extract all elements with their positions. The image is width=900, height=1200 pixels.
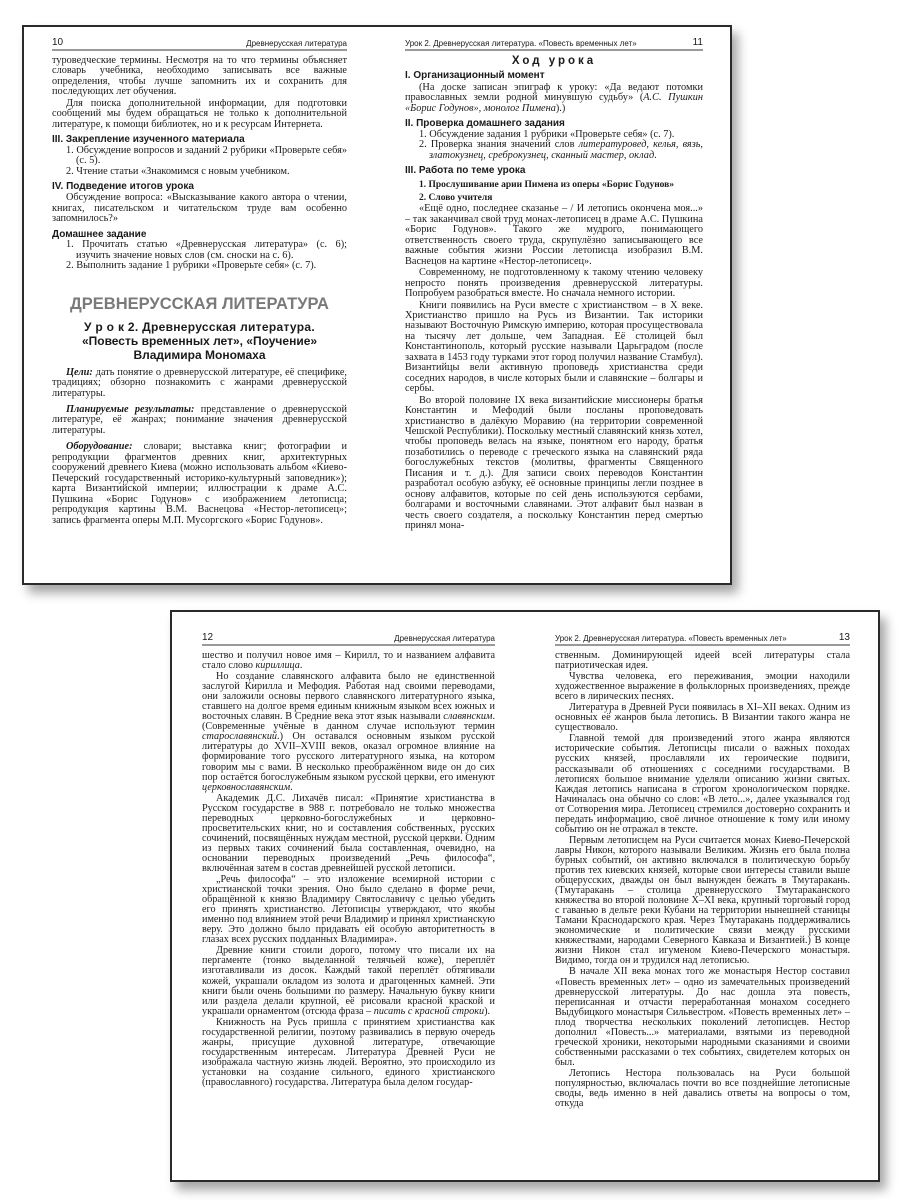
page-11 — [405, 37, 703, 577]
text: . — [299, 660, 303, 672]
paragraph — [555, 836, 850, 967]
paragraph — [52, 193, 347, 224]
text: III. Работа по теме урока — [405, 165, 526, 177]
italic-text: старославянский — [202, 731, 278, 743]
page-number: 13 — [838, 632, 850, 643]
running-title: Урок 2. Древнерусская литература. «Повесть временных лет» — [555, 634, 787, 643]
lesson-plan-heading — [405, 56, 703, 66]
text: 2. Слово учителя — [419, 192, 493, 203]
text: Для поиска дополнительной информации, для подготовки сообщений мы будем обращаться не только к дополнительной литературе, к помощи библиотек, но и к ресурсам Интернета. — [52, 97, 347, 130]
book-spread-pages-10-11 — [22, 25, 732, 585]
paragraph-continued — [555, 651, 850, 671]
page-number: 12 — [202, 632, 214, 643]
italic-text: кириллица — [255, 660, 300, 672]
text: Книги появились на Руси вместе с христианством – в X веке. Христианство пришло на Русь из Византии. Так историки называют Восточную Римскую империю, которая просуществовала на тысячу лет дольше, чем Западная. Её столицей был Константинополь, который русские называли Царьградом (после захвата в 1453 году турками этот город получил название Стамбул). Византийцы вели активную проповедь христианства среди соседних народов, в числе которых были и славянские – болгары и сербы. — [405, 299, 703, 395]
running-header — [555, 632, 850, 646]
text: ДРЕВНЕРУССКАЯ ЛИТЕРАТУРА — [70, 294, 329, 313]
paragraph — [555, 967, 850, 1067]
paragraph — [52, 442, 347, 526]
list-item — [52, 261, 347, 271]
section-heading — [405, 71, 703, 81]
paragraph-continued — [202, 651, 495, 671]
lesson-title-line — [52, 334, 347, 348]
page-10 — [52, 37, 347, 577]
list-item — [52, 240, 347, 261]
text: .) Он оставался основным языком русской литературы до XVII–XVIII веков, оказал огромное влияние на формирование того русского литературного языка, на котором говорим мы с вами. В несколько преображённом виде он до сих пор остаётся богослужебным языком русской церкви, его именуют — [202, 731, 495, 783]
text: . (Современные учёные в данном случае используют термин — [202, 711, 495, 733]
page-body — [202, 651, 495, 1088]
text: Но создание славянского алфавита было не единственной заслугой Кирилла и Мефодия. Работая над своими переводами, они заложили основы первого славянского литературного языка, ставшего на долгое время единым книжным языком всех южных и восточных славян. В Средние века этот язык называли — [202, 671, 495, 723]
italic-text: церковнославянским — [202, 781, 291, 793]
text: 2. Чтение статьи «Знакомимся с новым учебником. — [66, 165, 290, 177]
paragraph — [202, 875, 495, 945]
subsection-heading — [405, 193, 703, 203]
lesson-title-line — [52, 348, 347, 362]
text: Во второй половине IX века византийские миссионеры братья Константин и Мефодий были посланы проповедовать христианство в далёкую Моравию (на территории современной Чешской Республики). Поскольку местный славянский князь хотел, чтобы проповедь велась на языке, понятном его народу, братья позаботились о переводе с греческого языка на славянский ряда богослужебных текстов (молитвы, фрагменты Священного Писания и т. д.). Для записи своих переводов Константин разработал особую азбуку, её основные принципы легли позднее в основу алфавитов, которые по сей день используются сербами, болгарами и восточными славянами. Этот алфавит был назван в честь своего создателя, а поскольку Константин перед смертью принял мона- — [405, 394, 703, 532]
paragraph — [405, 204, 703, 267]
paragraph — [52, 368, 347, 399]
paragraph — [555, 672, 850, 702]
paragraph — [52, 99, 347, 130]
text: II. Проверка домашнего задания — [405, 118, 565, 130]
paragraph — [202, 794, 495, 874]
text: дать понятие о древнерусской литературе, её специфике, традициях; обзорно познакомить с жанрами древнерусской литературы. — [52, 366, 347, 399]
text: Обсуждение вопроса: «Высказывание какого автора о чтении, книгах, писательском и читательском труде вам особенно запомнилось?» — [52, 192, 347, 225]
text: У р о к 2. Древнерусская литература. — [84, 319, 315, 334]
list-item — [52, 146, 347, 167]
text: Владимира Мономаха — [133, 347, 266, 362]
list-item — [405, 140, 703, 161]
page-number: 10 — [52, 37, 64, 48]
running-header — [202, 632, 495, 646]
text: Книжность на Русь пришла с принятием христианства как государственной религии, поэтому развивались в первую очередь жанры, присущие духовной литературе, отвечающие государственным интересам. Литература Древней Руси не изображала частную жизнь людей. Вероятно, это происходило из установки на создание сильного, единого христианского (православного) государства. Литература была делом государ- — [202, 1016, 495, 1088]
text: Главной темой для произведений этого жанра являются исторические события. Летописцы писали о важных походах русских князей, прославляли их героические подвиги, рассказывали об отношениях с соседними государствами. В летописях большое внимание уделяли описанию жизни святых. Каждая летопись написана в строгом хронологическом порядке. Начиналась она обычно со слов: «В лето...», далее указывался год от Сотворения мира. Летописец стремился достоверно сохранить и передать информацию, своё личное отношение к тому или иному событию он не отражал в тексте. — [555, 733, 850, 835]
paragraph — [555, 703, 850, 733]
bold-italic-label: Планируемые результаты: — [66, 403, 195, 415]
paragraph — [405, 396, 703, 532]
page-body — [52, 56, 347, 526]
running-header — [405, 37, 703, 51]
text: словари; выставка книг; фотографии и репродукции фрагментов древних книг, архитектурных сооружений древнего Киева (можно использовать альбом «Киево-Печерский государственный историко-культурный заповедник»); карта Византийской империи; иллюстрации к драме А.С. Пушкина «Борис Годунов» с изображением летописца; репродукция картины В.М. Васнецова «Нестор-летописец»; запись фрагмента оперы М.П. Мусоргского «Борис Годунов». — [52, 441, 347, 526]
italic-text: литературовед, келья, вязь, златокузнец, среброкузнец, сканный мастер, оклад — [429, 139, 703, 161]
text: 1. Обсуждение вопросов и заданий 2 рубрики «Проверьте себя» (с. 5). — [66, 144, 347, 167]
text: 2. Проверка знания значений слов — [419, 139, 579, 151]
page-13 — [555, 632, 850, 1172]
text: туроведческие термины. Несмотря на то что термины объясняет словарь учебника, необходимо записывать все важные определения, чтобы лучше запомнить их и сохранить для последующих лет обучения. — [52, 55, 347, 98]
italic-text: А.С. Пушкин «Борис Годунов», монолог Пимена — [405, 92, 703, 114]
text: 1. Прочитать статью «Древнерусская литература» (с. 6); изучить значение новых слов (см. сноски на с. 6). — [66, 239, 347, 261]
italic-text: славянским — [443, 711, 493, 723]
text: Древние книги стоили дорого, потому что писали их на пергаменте (тонко выделанной телячьей коже), переплёт изготавливали из досок. Каждый такой переплёт обтягивали кожей, украшали окладом из золота и драгоценных камней. Эти книги были очень большими по размеру. Начальную букву книги или раздела делали крупной, её рисовали красной краской и украшали орнаментом (отсюда фраза – — [202, 945, 495, 1017]
bold-italic-label: Цели: — [66, 366, 93, 378]
text: Первым летописцем на Руси считается монах Киево-Печерской лавры Никон, которого называли Великим. Жизнь его была полна бурных событий, он активно включался в политическую борьбу против тех киевских князей, которые свои интересы ставили выше общерусских, дважды он был вынужден бежать в Тмутаракань. (Тмутаракань – столица древнерусского Тмутараканского княжества во второй половине X–XI века, крупный торговый город с гаванью в дельте реки Кубани на территории нынешней станицы Тамани Краснодарского края. Через Тмутаракань поддерживались экономические и политические связи между русскими княжествами, народами Северного Кавказа и Византией.) В конце жизни Никон стал игуменом Киево-Печерского монастыря. Видимо, тогда он и трудился над летописью. — [555, 834, 850, 967]
text: Литература в Древней Руси появилась в XI–XII веках. Одним из основных её жанров была летопись. В Византии такого жанра не существовало. — [555, 702, 850, 734]
text: 1. Обсуждение задания 1 рубрики «Проверьте себя» (с. 7). — [419, 128, 675, 140]
paragraph — [52, 405, 347, 436]
paragraph — [555, 734, 850, 834]
paragraph — [405, 301, 703, 395]
running-title: Урок 2. Древнерусская литература. «Повесть временных лет» — [405, 39, 637, 48]
text: Академик Д.С. Лихачёв писал: «Принятие христианства в Русском государстве в 988 г. потребовало не только множества переводных церковно-богослужебных и церковно-просветительских книг, но и составления собственных, русских сочинений, посвящённых нуждам местной, русской церкви. Одним из первых таких сочинений была составленная, очевидно, на основании переводных произведений „Речь философа“, включённая затем в состав древнейшей русской летописи. — [202, 792, 495, 874]
text: IV. Подведение итогов урока — [52, 180, 194, 192]
running-title: Древнерусская литература — [394, 634, 495, 643]
paragraph — [405, 268, 703, 299]
list-item — [52, 167, 347, 177]
text: Домашнее задание — [52, 228, 147, 240]
text: Чувства человека, его переживания, эмоции находили художественное выражение в фольклорных произведениях, прежде всего в лирических песнях. — [555, 671, 850, 703]
text: ). — [484, 1005, 491, 1017]
text: . — [290, 781, 293, 793]
italic-text: писать с красной строки — [373, 1005, 485, 1017]
text: Современному, не подготовленному к такому чтению человеку непросто понять произведения древнерусской литературы. Попробуем разобраться вместе. Но сначала немного истории. — [405, 267, 703, 300]
text: (На доске записан эпиграф к уроку: «Да ведают потомки православных земли родной минувшую судьбу» ( — [405, 81, 703, 104]
text: представление о древнерусской литературе, её жанрах; понимание значения древнерусской литературы. — [52, 403, 347, 436]
running-title: Древнерусская литература — [246, 39, 347, 48]
text: ственным. Доминирующей идеей всей литературы стала патриотическая идея. — [555, 650, 850, 672]
lesson-title-line — [52, 320, 347, 334]
text: „Речь философа“ – это изложение всемирной истории с христианской точки зрения. Оно было сделано в форме речи, обращённой к князю Владимиру Святославичу с целью убедить его принять христианство. Летописцы утверждают, что якобы именно под влиянием этой речи Владимир и принял христианскую веру. Это должно было придавать ей особую авторитетность в глазах всех русских подданных Владимира». — [202, 874, 495, 946]
page-12 — [202, 632, 495, 1172]
text: В начале XII века монах того же монастыря Нестор составил «Повесть временных лет» – одно из замечательных произведений древнерусской литературы. До нас дошла эта повесть, переписанная и отчасти переработанная монахом соседнего Выдубицкого монастыря Сильвестром. «Повесть временных лет» – плод творчества нескольких поколений летописцев. Нестор дополнил «Повесть...» материалами, взятыми из переводной греческой хроники, некоторыми народными сказаниями и своими собственными рассказами о тех событиях, свидетелем которых он был. — [555, 966, 850, 1068]
text: . — [654, 149, 657, 161]
text: III. Закрепление изученного материала — [52, 134, 245, 146]
book-spread-pages-12-13 — [170, 610, 880, 1182]
running-header — [52, 37, 347, 51]
text: шество и получил новое имя – Кирилл, то и названием алфавита стало слово — [202, 650, 495, 672]
page-body — [405, 56, 703, 531]
section-heading — [52, 182, 347, 192]
paragraph-continued — [52, 56, 347, 98]
section-heading — [405, 166, 703, 176]
subsection-heading — [405, 180, 703, 190]
bold-italic-label: Оборудование: — [66, 441, 133, 453]
text: «Ещё одно, последнее сказанье – / И летопись окончена моя...» – так заканчивал свой труд монах-летописец в драме А.С. Пушкина «Борис Годунов». Такого же мудрого, понимающего ответственность своего труда, скрупулёзно записывающего все важные события жизни России летописца изобразил В.М. Васнецов на картине «Нестор-летописец». — [405, 203, 703, 267]
text: ).) — [555, 102, 566, 114]
paragraph — [555, 1069, 850, 1109]
text: I. Организационный момент — [405, 70, 545, 82]
paragraph — [202, 946, 495, 1016]
text: Летопись Нестора пользовалась на Руси большой популярностью, включалась почти во все позднейшие летописные своды, ведь именно в ней давались ответы на вопросы о том, откуда — [555, 1067, 850, 1110]
paragraph — [202, 672, 495, 793]
page-body — [555, 651, 850, 1109]
text: 1. Прослушивание арии Пимена из оперы «Борис Годунов» — [419, 179, 675, 190]
text: Ход урока — [511, 55, 597, 67]
page-number: 11 — [692, 37, 703, 48]
text: «Повесть временных лет», «Поучение» — [81, 333, 318, 348]
text: 2. Выполнить задание 1 рубрики «Проверьте себя» (с. 7). — [66, 260, 317, 272]
paragraph — [405, 83, 703, 114]
paragraph — [202, 1018, 495, 1088]
chapter-title — [52, 294, 347, 314]
